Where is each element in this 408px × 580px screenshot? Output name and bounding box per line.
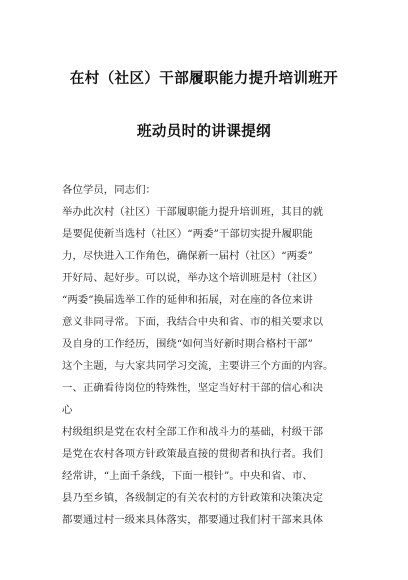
body-line: 力，尽快进入工作角色，确保新一届村（社区）“两委” bbox=[62, 250, 313, 262]
body-line: 意义非同寻常。下面，我结合中央和省、市的相关要求以 bbox=[62, 316, 324, 328]
body-line: 村级组织是党在农村全部工作和战斗力的基础，村级干部 bbox=[62, 426, 324, 438]
body-line: “两委”换届选举工作的延伸和拓展，对在座的各位来讲 bbox=[62, 294, 313, 306]
body-line: 这个主题，与大家共同学习交流，主要讲三个方面的内容。 bbox=[62, 360, 334, 372]
body-line: 各位学员，同志们： bbox=[62, 184, 156, 196]
body-line: 都要通过村一级来具体落实，都要通过我们村干部来具体 bbox=[62, 514, 324, 526]
body-line: 是党在农村各项方针政策最直接的贯彻者和执行者。我们 bbox=[62, 448, 324, 460]
body-line: 举办此次村（社区）干部履职能力提升培训班，其目的就 bbox=[62, 206, 324, 218]
body-line: 是要促使新当选村（社区）“两委”干部切实提升履职能 bbox=[62, 228, 313, 240]
section-heading-continued: 心 bbox=[62, 404, 73, 416]
body-line: 经常讲，“上面千条线，下面一根针”。中央和省、市、 bbox=[62, 470, 313, 482]
section-heading: 一、正确看待岗位的特殊性，坚定当好村干部的信心和决 bbox=[62, 382, 324, 394]
body-line: 开好局、起好步。可以说，举办这个培训班是村（社区） bbox=[62, 272, 324, 284]
body-line: 及自身的工作经历，围绕“如何当好新时期合格村干部” bbox=[62, 338, 313, 350]
document-title-line-1: 在村（社区）干部履职能力提升培训班开 bbox=[69, 71, 339, 87]
body-line: 县乃至乡镇，各级制定的有关农村的方针政策和决策决定 bbox=[62, 492, 324, 504]
document-title-line-2: 班动员时的讲课提纲 bbox=[136, 124, 272, 140]
